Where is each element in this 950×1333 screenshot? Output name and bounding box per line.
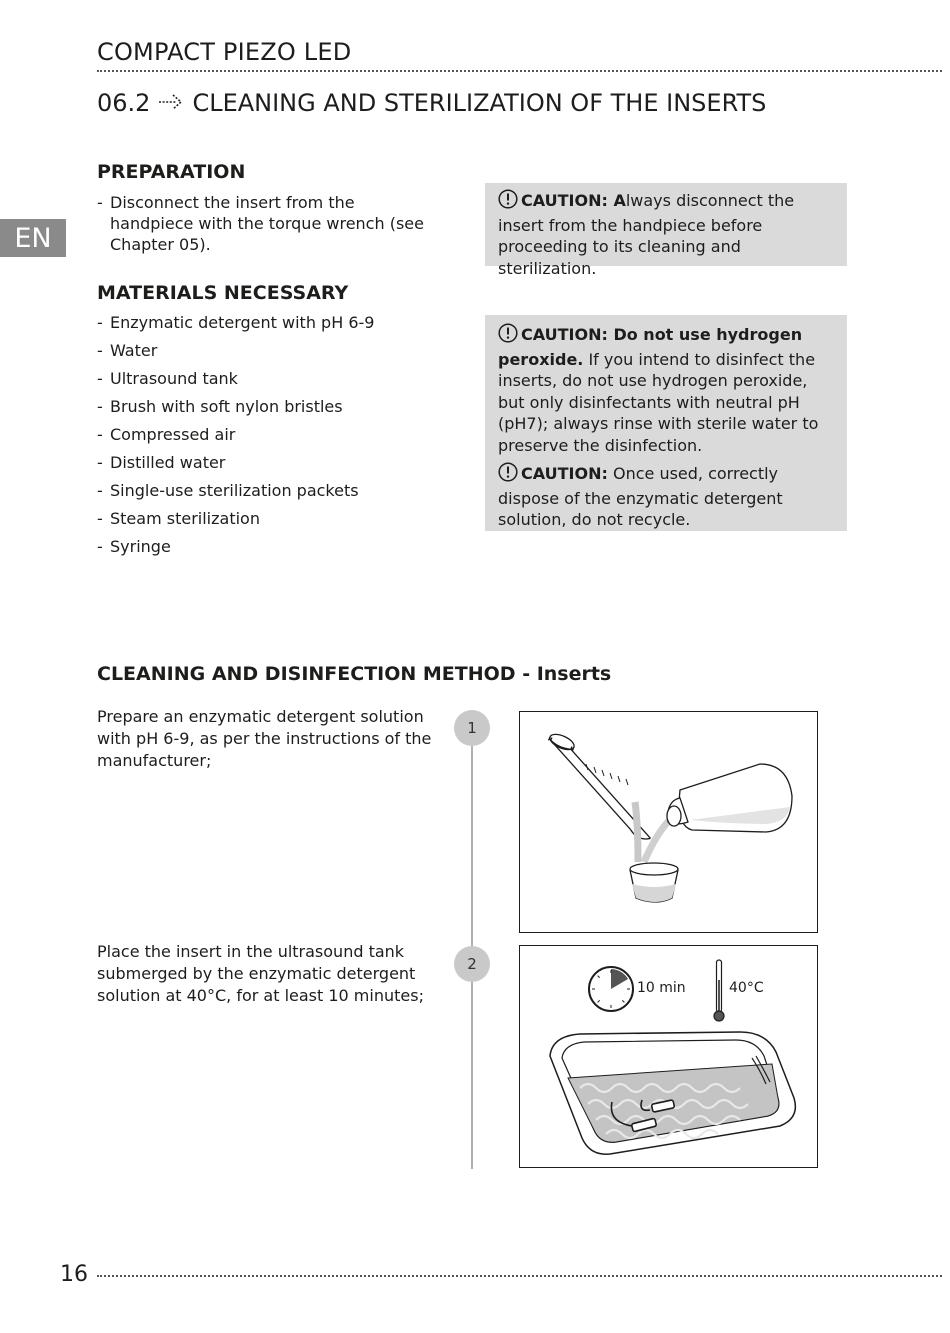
page-number: 16 <box>60 1262 88 1287</box>
figure-ultrasound-tank <box>519 945 818 1168</box>
figure-pouring-detergent <box>519 711 818 933</box>
language-tab: EN <box>0 219 66 257</box>
caution-text: Once used, correctly dispose of the enzymatic detergent solution, do not recycle. <box>498 464 783 529</box>
caution-label: CAUTION: <box>521 464 608 483</box>
header-dotted-rule <box>97 70 942 72</box>
warning-icon <box>498 462 518 488</box>
list-item: - Single-use sterilization packets <box>97 477 457 505</box>
step-2-text: Place the insert in the ultrasound tank submerged by the enzymatic detergent solution at 40°C, for at least 10 minutes; <box>97 942 424 1005</box>
step-2-badge: 2 <box>454 946 490 982</box>
section-heading: CLEANING AND STERILIZATION OF THE INSERTS <box>192 89 767 117</box>
list-item: - Disconnect the insert from the handpiece with the torque wrench (see Chapter 05). <box>97 192 442 255</box>
caution-box-peroxide <box>485 315 847 531</box>
list-item: - Brush with soft nylon bristles <box>97 393 457 421</box>
list-item: - Water <box>97 337 457 365</box>
step-1-badge: 1 <box>454 710 490 746</box>
warning-icon <box>498 323 518 349</box>
section-title <box>97 89 766 117</box>
thermometer-icon <box>712 958 726 1028</box>
caution-label: CAUTION: A <box>521 191 626 210</box>
list-item: - Compressed air <box>97 421 457 449</box>
dotted-arrow-icon <box>158 89 184 117</box>
preparation-heading: PREPARATION <box>97 161 246 183</box>
list-item: - Steam sterilization <box>97 505 457 533</box>
warning-icon <box>498 189 518 215</box>
footer-dotted-rule <box>97 1275 942 1277</box>
materials-heading: MATERIALS NECESSARY <box>97 282 349 304</box>
caution-label: CAUTION: Do not use hydrogen peroxide. <box>498 325 803 369</box>
time-label: 10 min <box>637 980 686 996</box>
ultrasound-tank-illustration <box>540 1026 800 1166</box>
product-title: COMPACT PIEZO LED <box>97 38 352 66</box>
method-heading-suffix: - Inserts <box>515 663 612 685</box>
list-item: - Ultrasound tank <box>97 365 457 393</box>
preparation-list <box>97 192 442 255</box>
caution-dispose <box>498 462 833 531</box>
list-item: - Enzymatic detergent with pH 6-9 <box>97 309 457 337</box>
list-item: - Distilled water <box>97 449 457 477</box>
caution-peroxide <box>498 323 833 456</box>
pouring-illustration <box>520 712 816 931</box>
timer-icon <box>586 964 636 1018</box>
caution-box-disconnect <box>485 183 847 278</box>
caution-text: If you intend to disinfect the inserts, do not use hydrogen peroxide, but only disinfectants with neutral pH (pH7); always rinse with sterile water to preserve the disinfection. <box>498 349 819 455</box>
step-1-text: Prepare an enzymatic detergent solution with pH 6-9, as per the instructions of the manufacturer; <box>97 707 432 770</box>
list-item: - Syringe <box>97 533 457 561</box>
method-heading <box>97 663 611 685</box>
materials-list <box>97 309 457 561</box>
section-number: 06.2 <box>97 89 151 117</box>
temperature-label: 40°C <box>729 980 764 996</box>
caution-text: lways disconnect the insert from the handpiece before proceeding to its cleaning and sterilization. <box>498 191 795 278</box>
method-heading-main: CLEANING AND DISINFECTION METHOD <box>97 663 516 685</box>
